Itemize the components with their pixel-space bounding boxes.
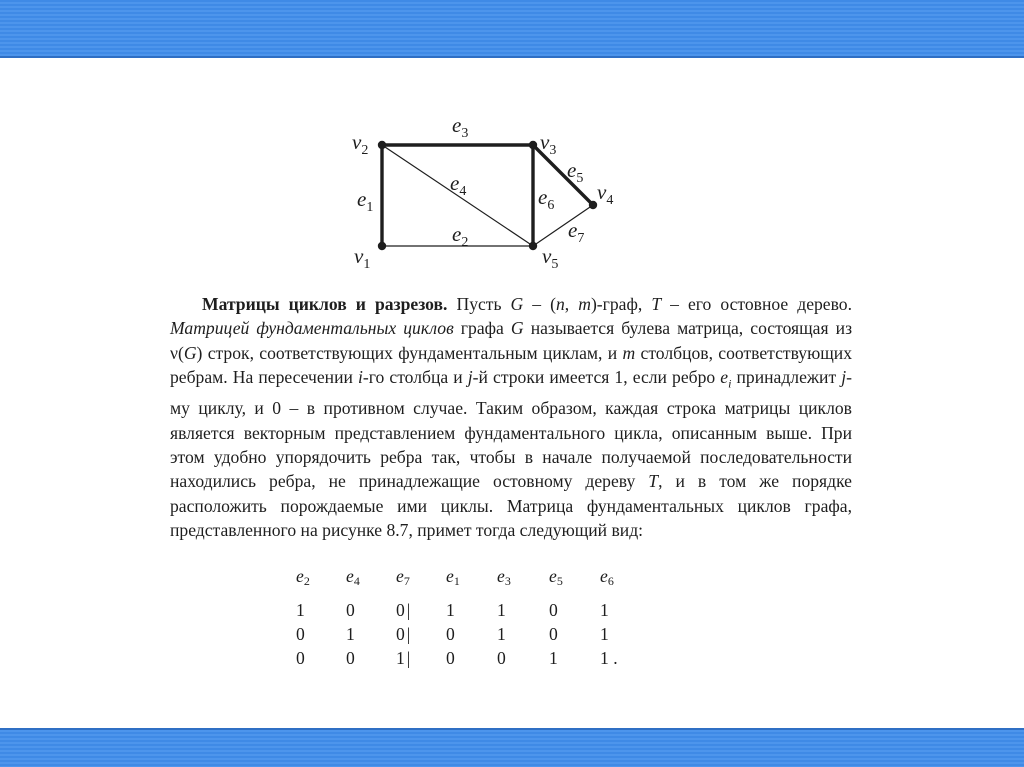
matrix-cell: 0 [446,624,455,644]
e6-label: $e_6$ [538,185,555,213]
matrix-column-header: e2 [296,566,310,588]
vertex-v1 [378,242,386,250]
matrix-column-header: e7 [396,566,410,588]
e1-label: $e_1$ [357,187,374,215]
matrix-cell: 0 [346,648,355,668]
e2-label: $e_2$ [452,222,469,250]
e5-label: $e_5$ [567,158,584,186]
matrix-cell: 0 [549,600,558,620]
matrix-cell: 0 [346,600,355,620]
vertex-v5 [529,242,537,250]
e4-label: $e_4$ [450,171,467,199]
defined-term: Матрицей фундаментальных циклов [170,318,454,339]
body-paragraph: Матрицы циклов и разрезов. Пусть G – (n, m)-граф, T – его остовное дерево. Матрицей фундаментальных циклов графа G называется булева матрица, состоящая из ν(G) строк, соответствующих фундаментальным циклам, и m столбцов, соответствующих ребрам. На пересечении i-го столбца и j-й строки имеется 1, если ребро $e_i$ принадлежит j-му циклу, и 0 – в противном случае. Таким образом, каждая строка матрицы циклов является векторным представлением фундаментального цикла, описанным выше. При этом удобно упорядочить ребра так, чтобы в начале получаемой последовательности находились ребра, не принадлежащие остовному дереву T, и в том же порядке расположить порождаемые ими циклы. Матрица фундаментальных циклов графа, представленного на рисунке 8.7, примет тогда следующий вид: [170,294,853,541]
matrix-cell: 0 [497,648,506,668]
matrix-cell: 1 . [600,648,618,668]
matrix-column-header: e6 [600,566,614,588]
matrix-cell: 1 [497,624,506,644]
v4-label: $v_4$ [597,180,614,208]
top-banner [0,0,1024,58]
v5-label: $v_5$ [542,244,559,270]
graph-figure [330,105,630,270]
v1-label: $v_1$ [354,244,371,270]
section-heading: Матрицы циклов и разрезов. [202,294,448,314]
v3-label: $v_3$ [540,130,557,158]
bottom-banner [0,728,1024,767]
matrix-cell: 1 [600,624,609,644]
matrix-cell: 0 [296,648,305,668]
matrix-cell: 1 | [396,648,411,668]
matrix-column-header: e5 [549,566,563,588]
v2-label: $v_2$ [352,130,369,158]
matrix-cell: 0 | [396,600,411,620]
matrix-cell: 1 [549,648,558,668]
vertex-v2 [378,141,386,149]
matrix-column-header: e4 [346,566,360,588]
e7-label: $e_7$ [568,218,585,246]
matrix-cell: 1 [296,600,305,620]
matrix-cell: 0 [446,648,455,668]
matrix-cell: 1 [346,624,355,644]
matrix-cell: 0 [296,624,305,644]
vertex-v4 [589,201,597,209]
matrix-cell: 1 [600,600,609,620]
matrix-column-header: e3 [497,566,511,588]
matrix-cell: 0 | [396,624,411,644]
matrix-cell: 1 [446,600,455,620]
matrix-cell: 0 [549,624,558,644]
e3-label: $e_3$ [452,113,469,141]
matrix-column-header: e1 [446,566,460,588]
matrix-cell: 1 [497,600,506,620]
vertex-v3 [529,141,537,149]
